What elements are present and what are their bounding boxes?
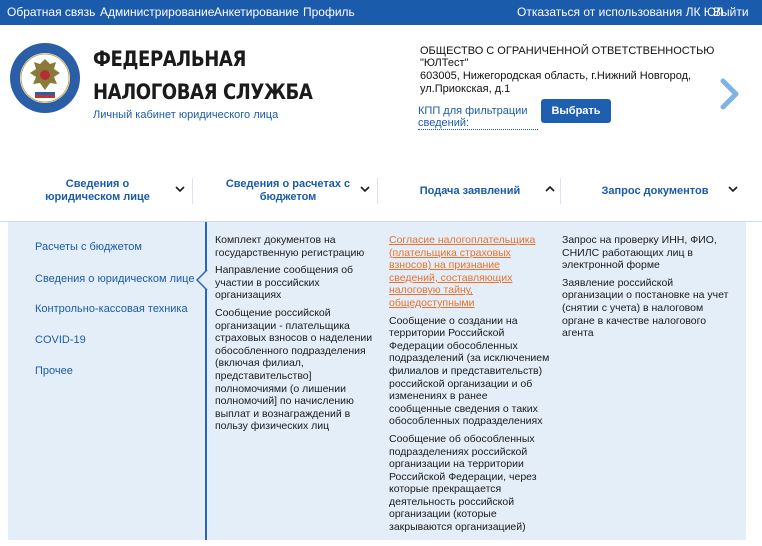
nav-divider	[560, 178, 561, 204]
chevron-down-icon	[360, 185, 370, 193]
menu-item-budget-settlements[interactable]: Расчеты с бюджетом	[35, 241, 142, 253]
feedback-link[interactable]: Обратная связь	[7, 5, 96, 19]
menu-item-legal-entity-info[interactable]: Сведения о юридическом лице	[35, 273, 195, 285]
nav-divider	[377, 178, 378, 204]
application-link-subdivision-creation[interactable]: Сообщение о создании на территории Российской Федерации обособленных подразделений (за исключением филиалов и представительств) российской организации и об изменениях в ранее сообщенные сведения о таких обособленных подразделениях	[389, 314, 550, 428]
profile-link[interactable]: Профиль	[303, 5, 355, 19]
applications-column-1	[215, 234, 378, 438]
nav-label: Сведения о расчетах с бюджетом	[225, 178, 351, 203]
chevron-up-icon	[545, 185, 555, 193]
organization-short-name: "ЮЛТест"	[420, 57, 469, 69]
nav-request-documents[interactable]	[562, 160, 748, 222]
chevron-down-icon	[175, 185, 185, 193]
application-link-registration-docs[interactable]: Комплект документов на государственную регистрацию	[215, 234, 365, 259]
menu-item-cash-registers[interactable]: Контрольно-кассовая техника	[35, 303, 188, 315]
application-link-insurance-powers[interactable]: Сообщение российской организации - плательщика страховых взносов о наделении обособленного подразделения (включая филиал, представительство] полномочиями (о лишении полномочий] по начислению выплат и вознаграждений в пользу физических лиц	[215, 306, 373, 433]
applications-column-3	[562, 234, 732, 345]
opt-out-link[interactable]: Отказаться от использования ЛК ЮЛ	[517, 5, 724, 19]
organization-name: ОБЩЕСТВО С ОГРАНИЧЕННОЙ ОТВЕТСТВЕННОСТЬЮ	[420, 45, 715, 57]
fns-emblem-icon	[9, 42, 81, 114]
application-link-tax-agent-registration[interactable]: Заявление российской организации о постановке на учет (снятии с учета) в налоговом органе в качестве налогового агента	[562, 276, 729, 340]
application-link-tax-secret-consent[interactable]: Согласие налогоплательщика (плательщика страховых взносов) на признание сведений, составляющих налоговую тайну, общедоступными	[389, 234, 536, 309]
nav-label: Сведения о юридическом лице	[45, 178, 150, 203]
application-link-subdivision-closure[interactable]: Сообщение об обособленных подразделениях российской организации на территории Российской Федерации, через которые прекращается деятельность российской организации (которые закрываются организацией)	[389, 432, 537, 534]
organization-address: 603005, Нижегородская область, г.Нижний Новгород, ул.Приокская, д.1	[420, 70, 692, 95]
menu-item-covid-19[interactable]: COVID-19	[35, 334, 86, 346]
active-pointer-icon	[194, 270, 208, 290]
chevron-right-icon[interactable]	[718, 76, 742, 112]
service-title-line2: НАЛОГОВАЯ СЛУЖБА	[93, 80, 313, 104]
nav-legal-entity-info[interactable]	[10, 160, 185, 222]
logout-link[interactable]: Выйти	[713, 5, 749, 19]
top-navigation-bar	[0, 0, 762, 25]
application-link-participation[interactable]: Направление сообщения об участии в российских организациях	[215, 264, 354, 302]
main-navigation	[0, 160, 762, 222]
application-link-inn-check[interactable]: Запрос на проверку ИНН, ФИО, СНИЛС работающих лиц в электронной форме	[562, 234, 717, 272]
menu-item-other[interactable]: Прочее	[35, 365, 73, 377]
nav-label: Подача заявлений	[419, 184, 521, 197]
applications-column-2	[389, 234, 551, 539]
survey-link[interactable]: Анкетирование	[214, 5, 299, 19]
nav-submit-applications[interactable]	[380, 160, 560, 222]
kpp-filter-link[interactable]: КПП для фильтрации сведений:	[418, 105, 538, 130]
service-title-line1: ФЕДЕРАЛЬНАЯ	[93, 47, 246, 71]
chevron-down-icon	[728, 185, 738, 193]
nav-label: Запрос документов	[601, 184, 709, 197]
cabinet-subtitle: Личный кабинет юридического лица	[93, 109, 279, 121]
nav-budget-settlements[interactable]	[198, 160, 378, 222]
administration-link[interactable]: Администрирование	[100, 5, 215, 19]
select-button[interactable]: Выбрать	[541, 99, 611, 123]
left-category-menu	[8, 222, 206, 540]
nav-divider	[192, 178, 193, 204]
